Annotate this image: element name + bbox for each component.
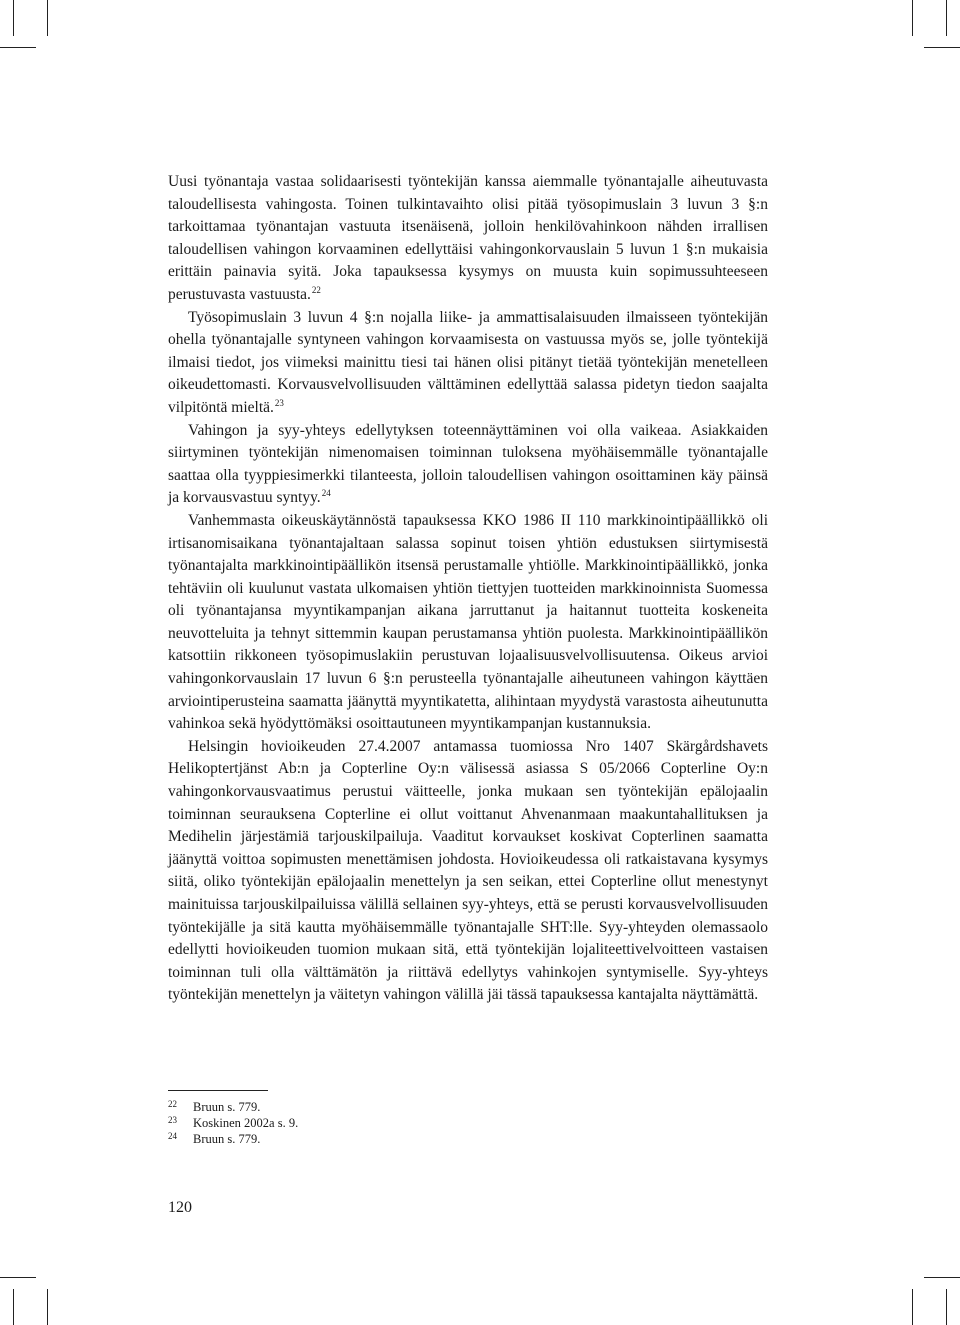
crop-mark-bottom-left-h <box>0 1277 36 1278</box>
paragraph <box>168 510 768 736</box>
footnote-ref: 23 <box>274 397 284 408</box>
paragraph <box>168 736 768 1007</box>
crop-mark-bottom-left-v2 <box>13 1289 14 1325</box>
paragraph-text: Vahingon ja syy-yhteys edellytyksen toteennäyttäminen voi olla vaikeaa. Asiakkaiden siirtyminen työntekijän nimenomaisen toiminnan tuloksena myöhäisemmälle työnantajalle saattaa olla tyyppiesimerkki tilanteesta, jolloin taloudellisen vahingon osoittaminen käy päinsä ja korvausvastuu syntyy. <box>168 421 768 507</box>
footnote-ref: 22 <box>311 284 321 295</box>
footnotes <box>168 1099 298 1147</box>
footnote-text: Bruun s. 779. <box>193 1100 261 1114</box>
paragraph <box>168 307 768 420</box>
footnote-divider <box>168 1090 268 1091</box>
paragraph-text: Uusi työnantaja vastaa solidaarisesti työntekijän kanssa aiemmalle työnantajalle aiheutuvasta taloudellisesta vahingosta. Toinen tulkintavaihto olisi pitää työsopimuslain 3 luvun 3 §:n tarkoittamaa työnantajan vastuuta itsenäisenä, jolloin henkilövahinkoon nähden irrallisen taloudellisen vahingon korvaaminen edellyttäisi vahingonkorvauslain 5 luvun 1 §:n mukaisia erittäin painavia syitä. Joka tapauksessa kysymys on muusta kuin sopimussuhteeseen perustuvasta vastuusta. <box>168 173 768 303</box>
footnote-number: 22 <box>168 1099 177 1109</box>
footnote-number: 24 <box>168 1131 177 1141</box>
body-text <box>168 171 768 1007</box>
paragraph-text: Helsingin hovioikeuden 27.4.2007 antamassa tuomiossa Nro 1407 Skärgårdshavets Helikoptertjänst Ab:n ja Copterline Oy:n välisessä asiassa S 05/2066 Copterline Oy:n vahingonkorvausvaatimus perustui väitteelle, jonka mukaan sen työntekijän epälojaalin toiminnan seurauksena Copterline ei ollut voittanut Ahvenanmaan maakuntahallituksen ja Medihelin järjestämiä tarjouskilpailuja. Vaaditut korvaukset koskivat Copterlinen saamatta jäänyttä voittoa sopimusten menettämisen johdosta. Hovioikeudessa oli ratkaistavana kysymys siitä, oliko työntekijän epälojaalin menettelyn ja sen seikan, ettei Copterline ollut menestynyt mainituissa tarjouskilpailuissa välillä sellainen syy-yhteys, että se perusti korvausvelvollisuuden työntekijälle ja sitä kautta myöhäisemmälle työnantajalle SHT:lle. Syy-yhteyden olemassaolo edellytti hovioikeuden tuomion mukaan sitä, että työntekijän lojaliteettivelvoitteen vastaisen toiminnan tuli olla välttämätön ja riittävä edellytys vahinkojen syntymiselle. Syy-yhteys työntekijän menettelyn ja väitetyn vahingon välillä jäi tässä tapauksessa kantajalta näyttämättä. <box>168 737 768 1004</box>
footnote-text: Koskinen 2002a s. 9. <box>193 1116 299 1130</box>
paragraph-text: Työsopimuslain 3 luvun 4 §:n nojalla liike- ja ammattisalaisuuden ilmaisseen työntekijän ohella työnantajalle syntyneen vahingon korvaamisesta on vastuussa myös se, jolle työntekijä ilmaisi tiedot, jos viimeksi mainittu tiesi tai hänen olisi pitänyt tietää työntekijän menetelleen oikeudettomasti. Korvausvelvollisuuden välttäminen edellyttää salassa pidetyn tiedon saajalta vilpitöntä mieltä. <box>168 308 768 416</box>
crop-mark-top-left-v <box>47 0 48 36</box>
page-number: 120 <box>168 1199 192 1216</box>
crop-mark-top-left-v2 <box>13 0 14 36</box>
crop-mark-top-right-v <box>912 0 913 36</box>
crop-mark-bottom-left-v <box>47 1289 48 1325</box>
footnote-ref: 24 <box>321 488 331 499</box>
crop-mark-top-left-h <box>0 47 36 48</box>
footnote-text: Bruun s. 779. <box>193 1132 261 1146</box>
crop-mark-top-right-h <box>924 47 960 48</box>
crop-mark-top-right-v2 <box>946 0 947 36</box>
crop-mark-bottom-right-h <box>924 1277 960 1278</box>
paragraph-text: Vanhemmasta oikeuskäytännöstä tapauksessa KKO 1986 II 110 markkinointipäällikkö oli irtisanomisaikana työnantajaltaan salassa sopinut toisen yhtiön edustuksen siirtymisestä työnantajalta markkinointipäällikön itsensä perustamalle yhtiölle. Markkinointipäällikkö, jonka tehtäviin oli kuulunut vastata ulkomaisen yhtiön tiettyjen tuotteiden markkinoinnista Suomessa oli työnantajansa myyntikampanjan aikana jarruttanut ja haitannut tuotteita koskeneita neuvotteluita ja tehnyt sittemmin kaupan perustamansa yhtiön puolesta. Markkinointipäällikön katsottiin rikkoneen työsopimuslakiin perustuvan lojaalisuusvelvollisuutensa. Oikeus arvioi vahingonkorvauslain 17 luvun 6 §:n perusteella työnantajalle aiheutuneen vahingon käyttäen arviointiperusteina saamatta jäänyttä myyntikatetta, alihintaan myydystä varastosta aiheutunutta vahinkoa sekä hyödyttömäksi osoittautuneen myyntikampanjan kustannuksia. <box>168 511 768 733</box>
paragraph <box>168 420 768 510</box>
crop-mark-bottom-right-v <box>912 1289 913 1325</box>
crop-mark-bottom-right-v2 <box>946 1289 947 1325</box>
footnote <box>168 1131 298 1147</box>
paragraph <box>168 171 768 307</box>
footnote-number: 23 <box>168 1115 177 1125</box>
